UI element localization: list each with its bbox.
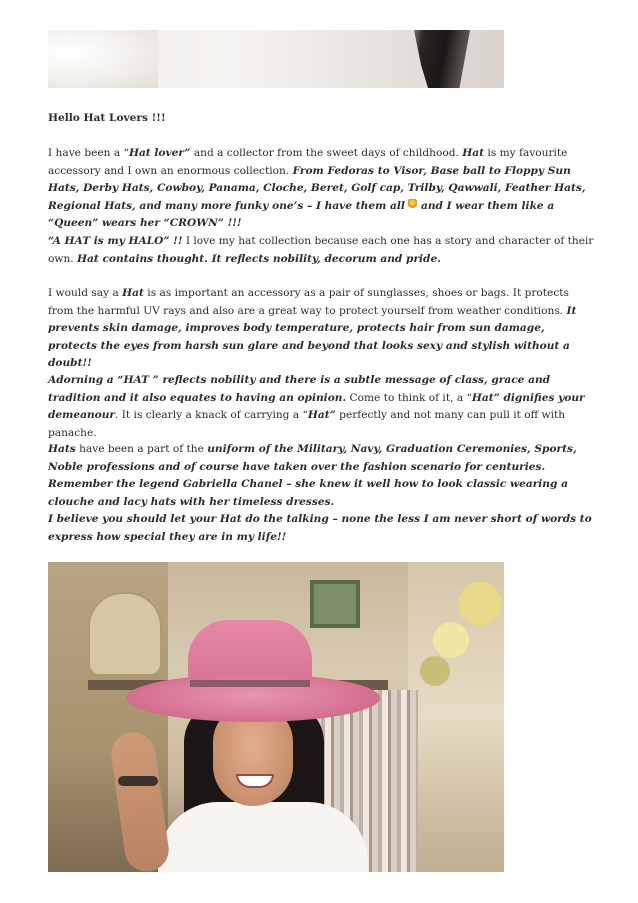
- photo-bracelet: [118, 776, 158, 786]
- paragraph-4-text: [48, 372, 596, 442]
- p1-bold-4: and I wear them like a “Queen” wears her “CROWN” !!!: [48, 199, 555, 230]
- photo-frame: [310, 580, 360, 628]
- p2-text-1: I love my hat collection because each one has a story and character of their own.: [48, 235, 594, 265]
- p4-text-1: Come to think of it, a “: [346, 391, 472, 404]
- p2-bold-1: “A HAT is my HALO” !!: [48, 235, 183, 247]
- photo-lamp-1: [458, 582, 502, 626]
- top-photo: [48, 30, 504, 88]
- top-photo-arm: [48, 30, 158, 88]
- pink-hat-photo: [48, 562, 504, 872]
- p1-text-2: and a collector from the sweet days of childhood.: [190, 147, 463, 159]
- p5-bold-1: Hats: [48, 443, 76, 455]
- paragraph-2: [48, 233, 596, 268]
- p4-text-2: . It is clearly a knack of carrying a “: [115, 409, 308, 422]
- p5-text-1: have been a part of the: [75, 443, 208, 455]
- greeting: [48, 110, 596, 128]
- p4-text-3: perfectly and not many can pull it off with panache.: [48, 409, 566, 439]
- paragraph-6: [48, 511, 596, 546]
- paragraph-1: [48, 145, 596, 233]
- photo-hat-band: [190, 680, 310, 687]
- paragraph-4: [48, 372, 596, 442]
- photo-bag: [88, 592, 162, 676]
- p3-text-1: I would say a: [48, 287, 123, 299]
- p6-bold-1: I believe you should let your Hat do the talking – none the less I am never short of words to express how special they are in my life!!: [48, 513, 592, 543]
- p1-bold-1: Hat lover”: [128, 147, 191, 159]
- p1-bold-3: From Fedoras to Visor, Base ball to Floppy Sun Hats, Derby Hats, Cowboy, Panama, Cloche, Beret, Golf cap, Trilby, Qawwali, Feather Hats, Regional Hats, and many more funky one’s – I have them all: [48, 164, 586, 212]
- paragraph-5: [48, 441, 596, 511]
- p3-text-2: is as important an accessory as a pair of sunglasses, shoes or bags. It protects from the harmful UV rays and also are a great way to protect yourself from weather conditions.: [48, 287, 569, 317]
- p1-text-3: is my favourite accessory and I own an enormous collection.: [48, 147, 568, 177]
- paragraph-1-text: [48, 145, 596, 233]
- p4-bold-1: Adorning a “HAT ” reflects nobility and there is a subtle message of class, grace and tradition and it also equates to having an opinion.: [48, 374, 551, 404]
- paragraph-5-text: [48, 441, 596, 511]
- p3-bold-1: Hat: [122, 287, 144, 299]
- p4-bold-3: Hat”: [307, 409, 336, 422]
- p3-bold-2: It prevents skin damage, improves body temperature, protects hair from sun damage, protects the eyes from harsh sun glare and beyond that looks sexy and stylish without a doubt!!: [48, 304, 577, 370]
- paragraph-3: [48, 285, 596, 373]
- p5-bold-2: uniform of the Military, Navy, Graduation Ceremonies, Sports, Noble professions and of course have taken over the fashion scenario for centuries. Remember the legend Gabriella Chanel – she knew it well how to look classic wearing a clouche and lacy hats with her timeless dresses.: [48, 443, 577, 508]
- top-photo-hair: [400, 30, 470, 88]
- photo-shirt: [158, 802, 368, 872]
- p4-bold-2: Hat” dignifies your demeanour: [48, 391, 585, 422]
- p1-text-1: I have been a “: [48, 147, 129, 159]
- p2-bold-2: Hat contains thought. It reflects nobility, decorum and pride.: [77, 252, 441, 265]
- paragraph-2-text: [48, 233, 596, 268]
- crown-emoji-icon: [408, 199, 417, 210]
- photo-lamp-3: [420, 656, 450, 686]
- paragraph-3-text: [48, 285, 596, 373]
- greeting-text: Hello Hat Lovers !!!: [48, 112, 166, 124]
- paragraph-6-text: [48, 511, 596, 546]
- photo-lamp-2: [433, 622, 469, 658]
- p1-bold-2: Hat: [462, 147, 485, 159]
